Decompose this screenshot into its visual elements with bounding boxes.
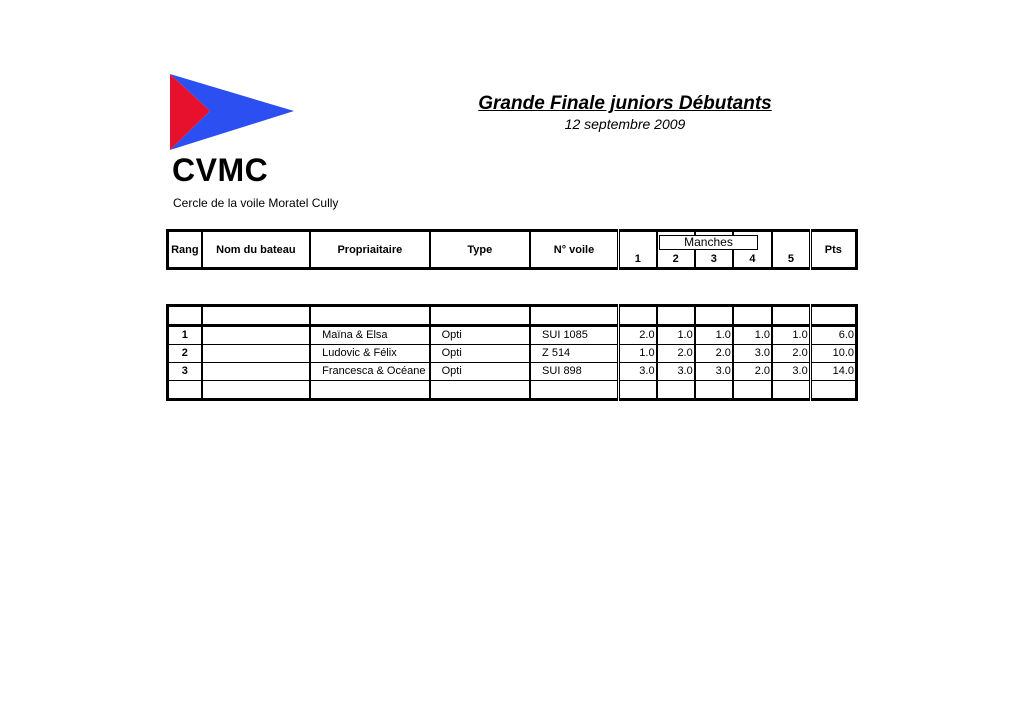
race-1-score: 3.0	[618, 363, 656, 381]
table-row	[168, 363, 857, 381]
col-type: Type	[430, 231, 530, 269]
col-boat: Nom du bateau	[202, 231, 310, 269]
col-pts: Pts	[810, 231, 856, 269]
owner: Francesca & Océane	[310, 363, 430, 381]
owner: Ludovic & Félix	[310, 345, 430, 363]
page-title: Grande Finale juniors Débutants	[478, 93, 772, 114]
sail-number: SUI 1085	[530, 326, 618, 345]
col-race-5: 5	[772, 231, 810, 269]
cvmc-flag-logo	[170, 74, 294, 150]
boat-type: Opti	[430, 326, 530, 345]
col-race-4: 4	[733, 231, 772, 269]
manches-label: Manches	[659, 235, 758, 250]
total-points: 14.0	[810, 363, 856, 381]
owner: Maïna & Elsa	[310, 326, 430, 345]
race-4-score: 3.0	[733, 345, 772, 363]
race-4-score: 2.0	[733, 363, 772, 381]
race-5-score: 3.0	[772, 363, 810, 381]
race-1-score: 1.0	[618, 345, 656, 363]
rank: 3	[168, 363, 202, 381]
event-date: 12 septembre 2009	[564, 116, 686, 132]
boat-type: Opti	[430, 363, 530, 381]
table-row-empty	[168, 381, 857, 400]
boat-type: Opti	[430, 345, 530, 363]
total-points: 10.0	[810, 345, 856, 363]
col-race-1: 1	[618, 231, 656, 269]
table-row	[168, 345, 857, 363]
col-race-3: 3	[695, 231, 733, 269]
col-sail: N° voile	[530, 231, 618, 269]
race-5-score: 1.0	[772, 326, 810, 345]
race-3-score: 3.0	[695, 363, 733, 381]
rank: 2	[168, 345, 202, 363]
race-1-score: 2.0	[618, 326, 656, 345]
boat-name	[202, 363, 310, 381]
col-race-2: 2	[657, 231, 695, 269]
club-code: CVMC	[172, 152, 269, 188]
race-2-score: 3.0	[657, 363, 695, 381]
boat-name	[202, 345, 310, 363]
race-2-score: 1.0	[657, 326, 695, 345]
sail-number: Z 514	[530, 345, 618, 363]
race-5-score: 2.0	[772, 345, 810, 363]
col-rang: Rang	[171, 243, 199, 256]
results-table	[166, 304, 858, 401]
race-3-score: 1.0	[695, 326, 733, 345]
total-points: 6.0	[810, 326, 856, 345]
race-3-score: 2.0	[695, 345, 733, 363]
boat-name	[202, 326, 310, 345]
rank: 1	[168, 326, 202, 345]
race-4-score: 1.0	[733, 326, 772, 345]
sail-number: SUI 898	[530, 363, 618, 381]
table-row	[168, 326, 857, 345]
col-owner: Propriaitaire	[310, 231, 430, 269]
table-row-spacer	[168, 306, 857, 326]
club-name: Cercle de la voile Moratel Cully	[173, 196, 339, 210]
race-2-score: 2.0	[657, 345, 695, 363]
